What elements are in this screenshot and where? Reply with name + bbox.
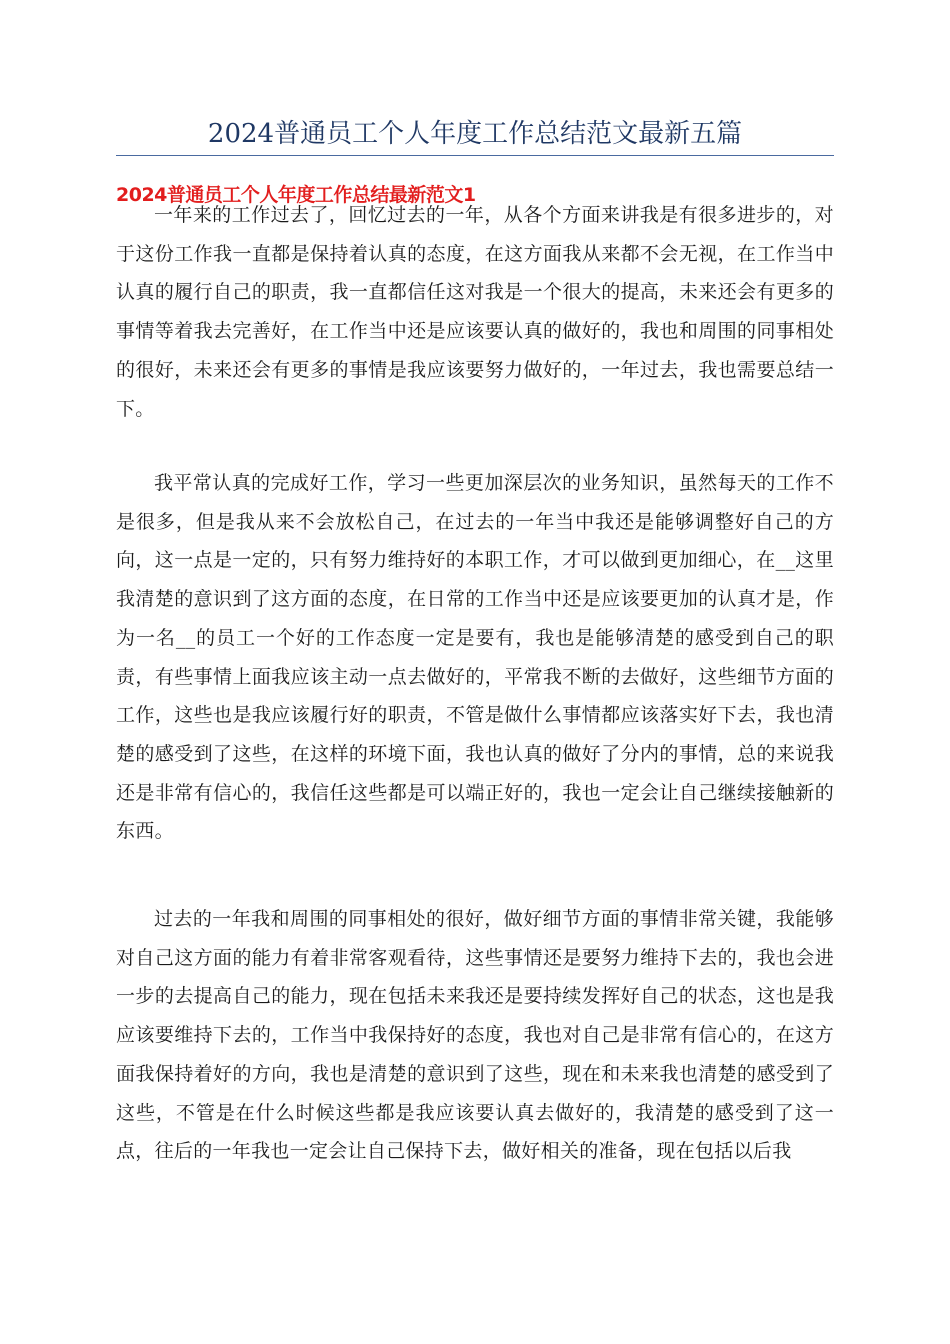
paragraph-1: 一年来的工作过去了，回忆过去的一年，从各个方面来讲我是有很多进步的，对于这份工作我一直都是保持着认真的态度，在这方面我从来都不会无视，在工作当中认真的履行自己的职责，我一直都信任这对我是一个很大的提高，未来还会有更多的事情等着我去完善好，在工作当中还是应该要认真的做好的，我也和周围的同事相处的很好，未来还会有更多的事情是我应该要努力做好的，一年过去，我也需要总结一下。 <box>116 204 834 420</box>
paragraph-2: 我平常认真的完成好工作，学习一些更加深层次的业务知识，虽然每天的工作不是很多，但是我从来不会放松自己，在过去的一年当中我还是能够调整好自己的方向，这一点是一定的，只有努力维持好的本职工作，才可以做到更加细心，在__这里我清楚的意识到了这方面的态度，在日常的工作当中还是应该要更加的认真才是，作为一名__的员工一个好的工作态度一定是要有，我也是能够清楚的感受到自己的职责，有些事情上面我应该主动一点去做好的，平常我不断的去做好，这些细节方面的工作，这些也是我应该履行好的职责，不管是做什么事情都应该落实好下去，我也清楚的感受到了这些，在这样的环境下面，我也认真的做好了分内的事情，总的来说我还是非常有信心的，我信任这些都是可以端正好的，我也一定会让自己继续接触新的东西。 <box>116 472 834 843</box>
title-underline <box>116 155 834 156</box>
section-heading: 2024普通员工个人年度工作总结最新范文1 <box>116 184 476 206</box>
paragraph-3: 过去的一年我和周围的同事相处的很好，做好细节方面的事情非常关键，我能够对自己这方面的能力有着非常客观看待，这些事情还是要努力维持下去的，我也会进一步的去提高自己的能力，现在包括未来我还是要持续发挥好自己的状态，这也是我应该要维持下去的，工作当中我保持好的态度，我也对自己是非常有信心的，在这方面我保持着好的方向，我也是清楚的意识到了这些，现在和未来我也清楚的感受到了这些，不管是在什么时候这些都是我应该要认真去做好的，我清楚的感受到了这一点，往后的一年我也一定会让自己保持下去，做好相关的准备，现在包括以后我 <box>116 908 834 1163</box>
document-title: 2024普通员工个人年度工作总结范文最新五篇 <box>207 119 743 149</box>
